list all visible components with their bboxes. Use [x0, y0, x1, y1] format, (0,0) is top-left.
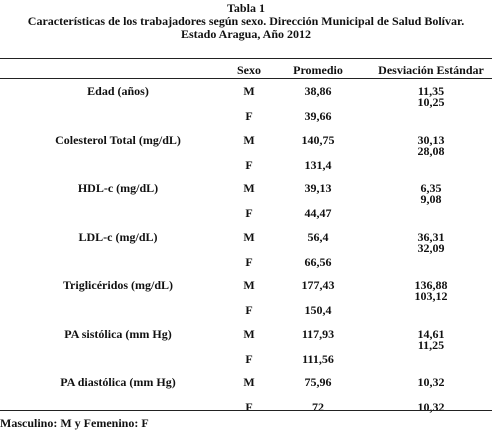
- row-mean-m: 56,4: [307, 229, 329, 244]
- row-sd-m: 136,88: [414, 278, 448, 292]
- row-sex-m: M: [243, 229, 255, 244]
- row-variable-label: LDL-c (mg/dL): [78, 229, 158, 244]
- row-mean-f: 39,66: [304, 109, 332, 123]
- row-sex-f: F: [245, 400, 253, 414]
- row-variable-label: Colesterol Total (mg/dL): [55, 132, 181, 147]
- row-sex-m: M: [243, 132, 255, 147]
- row-sex-m: M: [243, 84, 255, 98]
- row-sd-m-second: 11,25: [417, 337, 445, 352]
- footnote: Masculino: M y Femenino: F: [0, 416, 149, 430]
- row-sd-f: 10,32: [417, 400, 445, 414]
- row-sd-m: 10,32: [417, 375, 445, 389]
- table-subtitle: Estado Aragua, Año 2012: [180, 27, 312, 41]
- row-variable-label: Triglicéridos (mg/dL): [62, 278, 174, 292]
- row-mean-f: 131,4: [304, 157, 332, 172]
- row-mean-m: 39,13: [304, 181, 332, 195]
- row-sex-f: F: [245, 254, 253, 269]
- row-sd-m-second: 28,08: [417, 143, 445, 158]
- bottom-rule: [0, 410, 492, 411]
- row-sex-m: M: [243, 278, 255, 292]
- header-desviacion: Desviación Estándar: [378, 63, 484, 77]
- row-mean-m: 75,96: [304, 375, 332, 389]
- row-sd-m: 6,35: [420, 181, 442, 195]
- header-rule: [0, 78, 492, 79]
- row-sd-m-second: 32,09: [417, 240, 445, 255]
- row-variable-label: PA diastólica (mm Hg): [60, 375, 176, 389]
- row-sd-m: 30,13: [417, 132, 445, 147]
- row-sex-m: M: [243, 181, 255, 195]
- row-sd-m: 14,61: [417, 326, 445, 341]
- row-sex-m: M: [243, 375, 255, 389]
- row-mean-m: 140,75: [301, 132, 335, 147]
- top-rule: [0, 58, 492, 59]
- row-mean-m: 177,43: [301, 278, 335, 292]
- row-variable-label: HDL-c (mg/dL): [77, 181, 159, 195]
- row-mean-m: 117,93: [301, 326, 335, 341]
- row-mean-f: 150,4: [304, 303, 332, 317]
- row-mean-f: 44,47: [304, 206, 332, 220]
- row-sex-f: F: [245, 303, 253, 317]
- row-sex-f: F: [245, 351, 253, 366]
- row-sd-m: 11,35: [417, 84, 445, 98]
- table-caption: [0, 2, 492, 41]
- header-sexo: Sexo: [237, 63, 261, 77]
- row-variable-label: PA sistólica (mm Hg): [64, 326, 172, 341]
- row-sex-f: F: [245, 206, 253, 220]
- row-sd-m-second: 9,08: [420, 192, 442, 206]
- row-mean-m: 38,86: [304, 84, 332, 98]
- table-title: Características de los trabajadores según sexo. Dirección Municipal de Salud Bolívar.: [27, 14, 465, 28]
- table-number: Tabla 1: [227, 1, 265, 15]
- header-promedio: Promedio: [293, 63, 343, 77]
- row-sd-m-second: 103,12: [414, 289, 448, 303]
- row-mean-f: 72: [312, 400, 324, 414]
- row-variable-label: Edad (años): [87, 84, 149, 98]
- row-sd-m-second: 10,25: [417, 95, 445, 109]
- row-sex-m: M: [243, 326, 255, 341]
- row-sex-f: F: [245, 109, 253, 123]
- row-mean-f: 66,56: [304, 254, 332, 269]
- row-sex-f: F: [245, 157, 253, 172]
- row-sd-m: 36,31: [417, 229, 445, 244]
- row-mean-f: 111,56: [302, 351, 334, 366]
